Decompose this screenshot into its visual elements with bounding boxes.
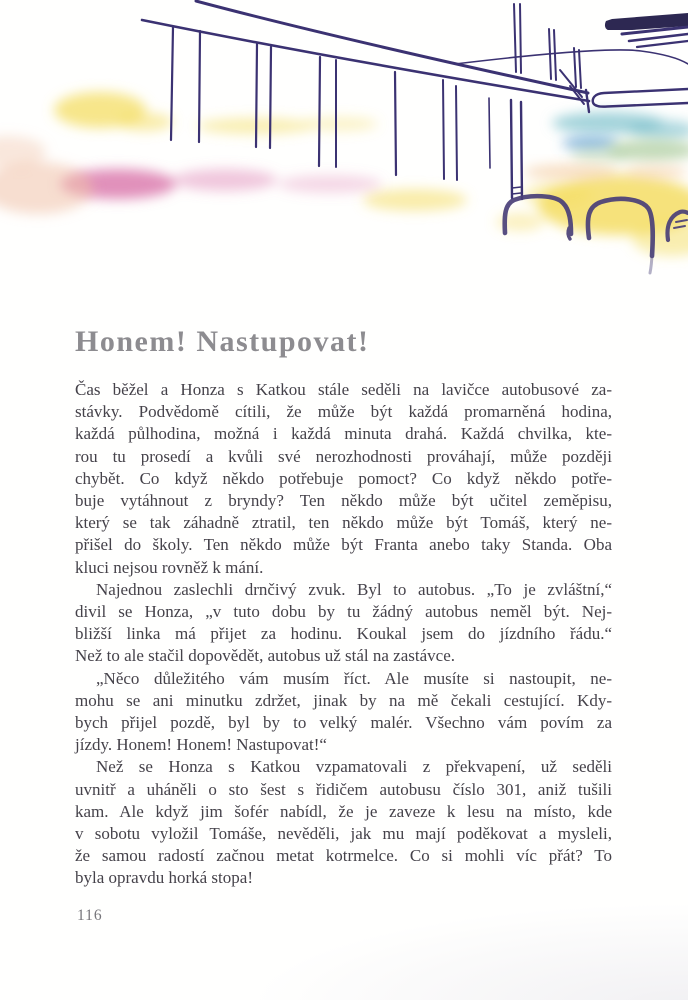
text-line: přišel do školy. Ten někdo může být Franta anebo taky Standa. Oba	[75, 535, 612, 555]
text-line: stávky. Podvědomě cítili, že může být každá promarněná hodina,	[75, 402, 612, 422]
text-line: „Něco důležitého vám musím říct. Ale musíte si nastoupit, ne-	[96, 668, 612, 688]
chapter-title: Honem! Nastupovat!	[75, 325, 370, 358]
text-line: divil se Honza, „v tuto dobu by tu žádný autobus neměl být. Nej-	[75, 602, 612, 622]
watercolor-salmon-wash	[0, 136, 93, 214]
text-line: Než se Honza s Katkou vzpamatovali z překvapení, už seděli	[96, 757, 612, 777]
text-line: buje vytáhnout z bryndy? Ten někdo může být učitel zeměpisu,	[75, 491, 612, 511]
text-line: Najednou zaslechli drnčivý zvuk. Byl to autobus. „To je zvláštní,“	[96, 579, 612, 599]
text-line: že samou radostí začnou metat kotrmelce. Co si mohli víc přát? To	[75, 846, 612, 866]
text-line: jízdy. Honem! Honem! Nastupovat!“	[75, 735, 327, 755]
paragraph	[75, 668, 612, 757]
story-text	[75, 379, 612, 890]
paragraph	[75, 379, 612, 579]
text-line: chybět. Co když někdo potřebuje pomoct? Co když někdo potře-	[75, 468, 612, 488]
text-line: bych přijel pozdě, byl by to velký malér. Všechno vám povím za	[75, 713, 612, 733]
text-line: uvnitř a uháněli o sto šest s řidičem autobusu číslo 301, aniž tušili	[75, 779, 612, 799]
bus-interior-illustration	[0, 0, 688, 320]
text-line: Než to ale stačil dopovědět, autobus už stál na zastávce.	[75, 646, 455, 666]
text-line: rou tu prosedí a kvůli své nerozhodnosti prováhají, může později	[75, 446, 612, 466]
text-line: každá půlhodina, možná i každá minuta drahá. Každá chvilka, kte-	[75, 424, 612, 444]
text-line: byla opravdu horká stopa!	[75, 868, 253, 888]
paragraph	[75, 756, 612, 889]
watercolor-teal-wash	[552, 112, 688, 140]
watercolor-orange-wash	[524, 164, 687, 180]
text-line: Čas běžel a Honza s Katkou stále seděli na lavičce autobusové za-	[75, 380, 612, 399]
text-line: který se tak záhadně ztratil, ten někdo může být Tomáš, který ne-	[75, 513, 612, 533]
page-edge-shading	[258, 905, 688, 1000]
watercolor-pink-wash	[60, 169, 382, 199]
paragraph	[75, 579, 612, 668]
text-line: mohu se ani minutku zdržet, jinak by na mě čekali cestující. Kdy-	[75, 690, 612, 710]
page-number: 116	[77, 907, 103, 924]
text-line: bližší linka má přijet za hodinu. Koukal jsem do jízdního řádu.“	[75, 624, 612, 644]
text-line: v sobotu vyložil Tomáše, nevěděli, jak mu mají poděkovat a mysleli,	[75, 824, 612, 844]
text-line: kluci nejsou rovněž k mání.	[75, 557, 264, 577]
text-line: kam. Ale když jim šofér nabídl, že je zaveze k lesu na místo, kde	[75, 801, 612, 821]
